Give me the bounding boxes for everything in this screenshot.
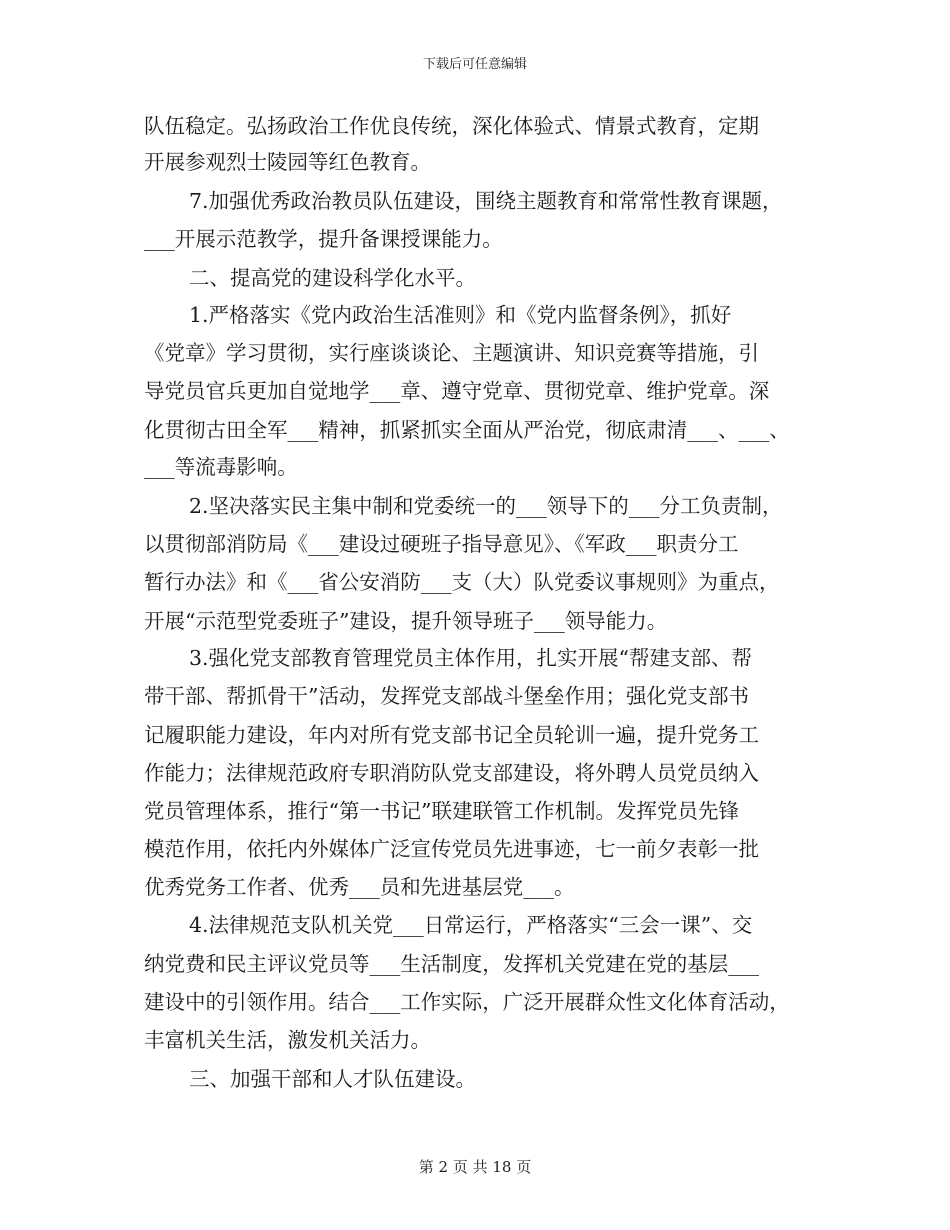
text-line: 《党章》学习贯彻，实行座谈谈论、主题演讲、知识竞赛等措施，引 (144, 341, 759, 365)
text-line: 7.加强优秀政治教员队伍建设，围绕主题教育和常常性教育课题， (189, 189, 783, 213)
text-line: 模范作用，依托内外媒体广泛宣传党员先进事迹，七一前夕表彰一批 (144, 837, 759, 861)
text-line: 带干部、帮抓骨干”活动，发挥党支部战斗堡垒作用；强化党支部书 (144, 684, 749, 708)
text-line: 以贯彻部消防局《___建设过硬班子指导意见》、《军政___职责分工 (144, 532, 739, 556)
text-line: 记履职能力建设，年内对所有党支部书记全员轮训一遍，提升党务工 (144, 723, 759, 747)
text-line: ___等流毒影响。 (144, 455, 298, 479)
text-line: 3.强化党支部教育管理党员主体作用，扎实开展“帮建支部、帮 (189, 646, 753, 670)
text-line: 丰富机关生活，激发机关活力。 (144, 1028, 431, 1052)
section-heading: 二、提高党的建设科学化水平。 (189, 266, 476, 290)
text-line: 4.法律规范支队机关党___日常运行，严格落实“三会一课”、交 (189, 913, 753, 937)
text-line: 开展参观烈士陵园等红色教育。 (144, 150, 431, 174)
text-line: 党员管理体系，推行“第一书记”联建联管工作机制。发挥党员先锋 (144, 799, 739, 823)
text-line: 1.严格落实《党内政治生活准则》和《党内监督条例》，抓好 (189, 303, 732, 327)
text-line: 2.坚决落实民主集中制和党委统一的___领导下的___分工负责制， (189, 494, 783, 518)
text-line: 优秀党务工作者、优秀___员和先进基层党___。 (144, 875, 575, 899)
text-line: 化贯彻古田全军___精神，抓紧抓实全面从严治党，彻底肃清___、___、 (144, 418, 790, 442)
text-line: 暂行办法》和《___省公安消防___支（大）队党委议事规则》为重点， (144, 570, 780, 594)
text-line: 作能力；法律规范政府专职消防队党支部建设，将外聘人员党员纳入 (144, 761, 759, 785)
text-line: 开展“示范型党委班子”建设，提升领导班子___领导能力。 (144, 609, 668, 633)
text-line: 导党员官兵更加自觉地学___章、遵守党章、贯彻党章、维护党章。深 (144, 379, 770, 403)
text-line: 队伍稳定。弘扬政治工作优良传统，深化体验式、情景式教育，定期 (144, 114, 759, 138)
text-line: 建设中的引领作用。结合___工作实际，广泛开展群众性文化体育活动， (144, 990, 790, 1014)
page-footer: 第 2 页 共 18 页 (418, 1158, 532, 1176)
text-line: ___开展示范教学，提升备课授课能力。 (144, 227, 503, 251)
page-header: 下载后可任意编辑 (422, 57, 527, 72)
text-line: 纳党费和民主评议党员等___生活制度，发挥机关党建在党的基层___ (144, 952, 759, 976)
section-heading: 三、加强干部和人才队伍建设。 (189, 1067, 476, 1091)
